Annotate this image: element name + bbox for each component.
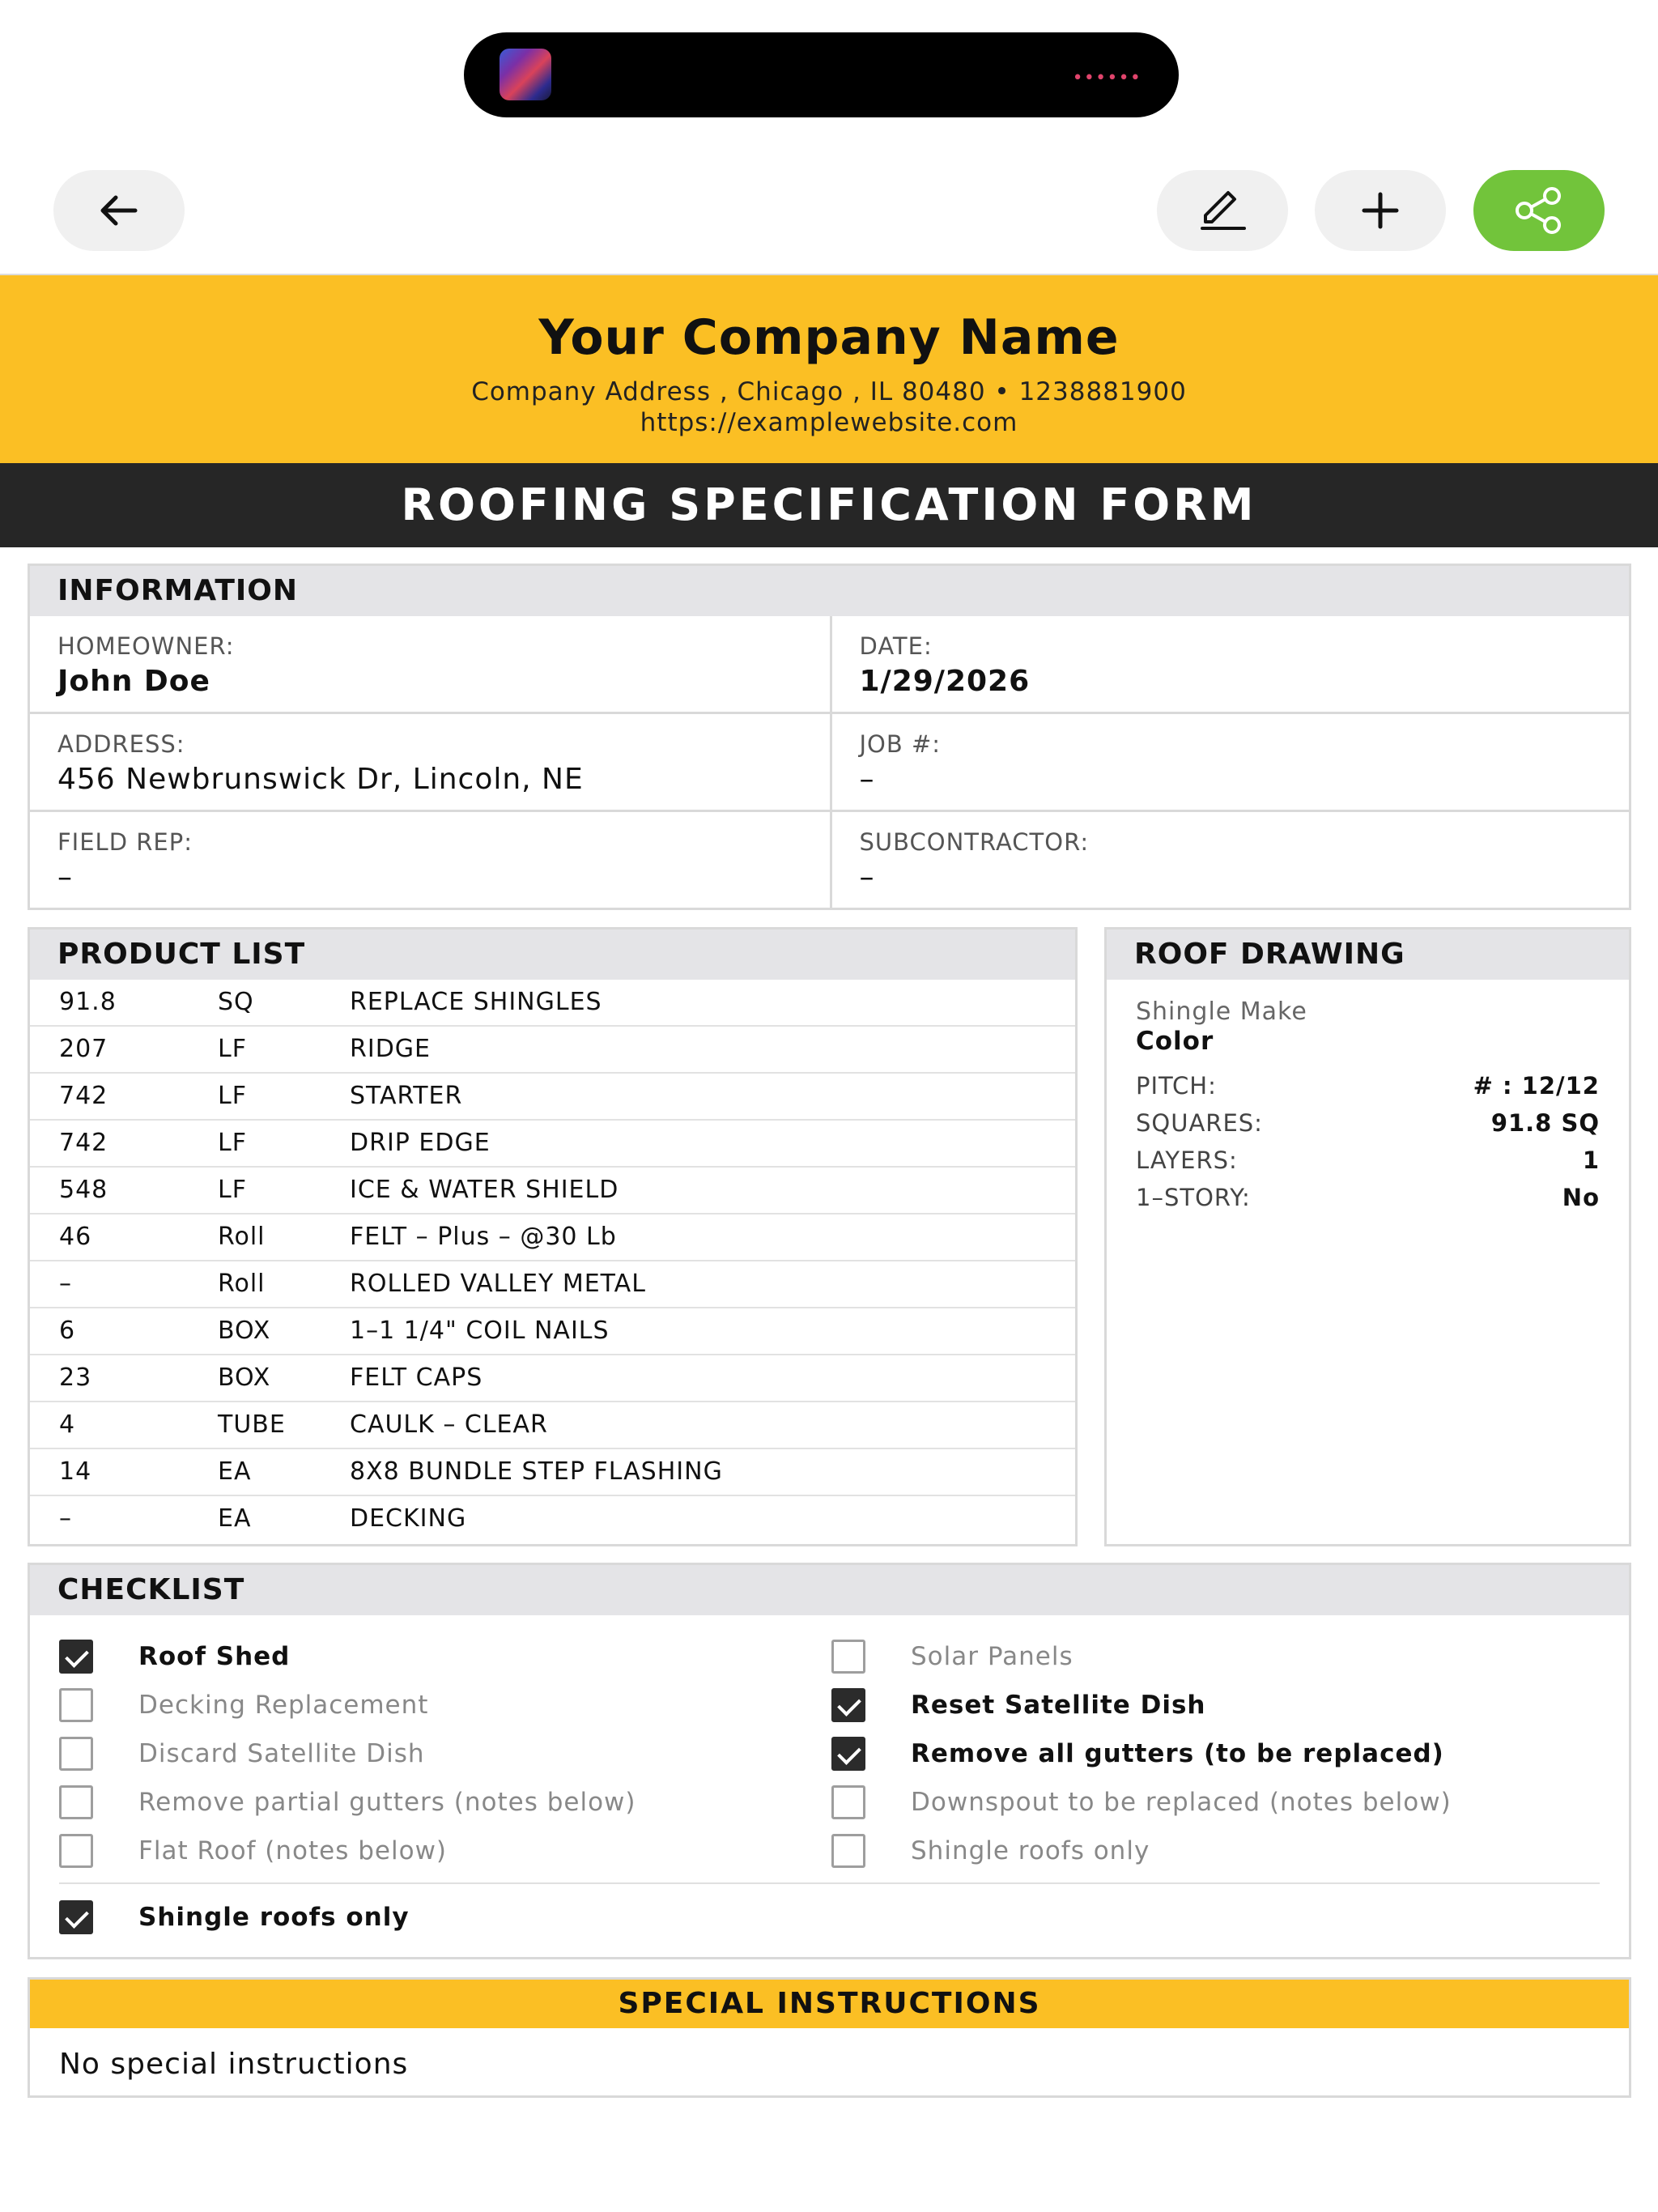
homeowner-label: HOMEOWNER: xyxy=(57,632,235,660)
job-cell xyxy=(830,714,1630,812)
information-section xyxy=(28,564,1631,910)
product-row xyxy=(30,1496,1075,1543)
product-unit: LF xyxy=(218,1082,247,1110)
address-label: ADDRESS: xyxy=(57,730,185,758)
product-qty: 91.8 xyxy=(59,988,117,1016)
add-button[interactable] xyxy=(1315,170,1446,251)
product-desc: FELT CAPS xyxy=(350,1363,483,1392)
product-row xyxy=(30,1214,1075,1261)
company-name: Your Company Name xyxy=(538,309,1120,366)
address-cell xyxy=(30,714,830,812)
spec-label: 1–STORY: xyxy=(1136,1184,1251,1211)
product-list-section xyxy=(28,927,1078,1546)
subcontractor-value: – xyxy=(859,861,875,894)
product-row xyxy=(30,1449,1075,1496)
checklist-label: Shingle roofs only xyxy=(138,1903,410,1932)
share-button[interactable] xyxy=(1473,170,1605,251)
spec-value: 1 xyxy=(1582,1146,1600,1174)
checkbox[interactable] xyxy=(831,1640,865,1674)
checklist-label: Downspout to be replaced (notes below) xyxy=(911,1788,1452,1817)
product-qty: 207 xyxy=(59,1035,108,1063)
product-row xyxy=(30,1121,1075,1168)
checklist-label: Decking Replacement xyxy=(138,1691,429,1720)
product-row xyxy=(30,1308,1075,1355)
product-qty: 742 xyxy=(59,1129,108,1157)
product-qty: 548 xyxy=(59,1176,108,1204)
product-unit: BOX xyxy=(218,1363,271,1392)
date-value: 1/29/2026 xyxy=(859,665,1031,698)
product-qty: 4 xyxy=(59,1410,76,1439)
checklist-label: Shingle roofs only xyxy=(911,1836,1150,1865)
product-unit: EA xyxy=(218,1504,252,1533)
spec-value: # : 12/12 xyxy=(1473,1072,1600,1100)
product-desc: RIDGE xyxy=(350,1035,431,1063)
checklist-section xyxy=(28,1563,1631,1959)
spec-row-pitch xyxy=(1136,1072,1600,1108)
arrow-left-icon xyxy=(93,185,145,236)
subcontractor-label: SUBCONTRACTOR: xyxy=(859,828,1090,856)
spec-label: SQUARES: xyxy=(1136,1109,1263,1137)
checkbox[interactable] xyxy=(831,1785,865,1819)
product-qty: 742 xyxy=(59,1082,108,1110)
shingle-make: Shingle Make xyxy=(1136,998,1307,1026)
product-unit: BOX xyxy=(218,1317,271,1345)
special-instructions-section xyxy=(28,1977,1631,2098)
product-unit: TUBE xyxy=(218,1410,286,1439)
spec-row-layers xyxy=(1136,1146,1600,1182)
pencil-icon xyxy=(1194,185,1251,236)
product-list-header: PRODUCT LIST xyxy=(30,929,1075,980)
information-header: INFORMATION xyxy=(30,566,1629,616)
address-value: 456 Newbrunswick Dr, Lincoln, NE xyxy=(57,763,584,796)
product-desc: REPLACE SHINGLES xyxy=(350,988,602,1016)
plus-icon xyxy=(1354,185,1406,236)
spec-value: 91.8 SQ xyxy=(1490,1109,1600,1137)
checklist-header: CHECKLIST xyxy=(30,1565,1629,1615)
product-row xyxy=(30,1261,1075,1308)
product-unit: Roll xyxy=(218,1223,266,1251)
spec-label: PITCH: xyxy=(1136,1072,1217,1100)
product-qty: 46 xyxy=(59,1223,92,1251)
field-rep-cell xyxy=(30,812,830,910)
field-rep-label: FIELD REP: xyxy=(57,828,193,856)
dynamic-island xyxy=(464,32,1179,117)
product-qty: – xyxy=(59,1270,72,1298)
shingle-color: Color xyxy=(1136,1027,1214,1056)
special-instructions-header: SPECIAL INSTRUCTIONS xyxy=(30,1980,1629,2028)
checkbox[interactable] xyxy=(59,1785,93,1819)
form-title: ROOFING SPECIFICATION FORM xyxy=(0,463,1658,547)
product-qty: 23 xyxy=(59,1363,92,1392)
checklist-label: Flat Roof (notes below) xyxy=(138,1836,448,1865)
product-row xyxy=(30,980,1075,1027)
checkbox[interactable] xyxy=(59,1640,93,1674)
edit-button[interactable] xyxy=(1157,170,1288,251)
product-unit: Roll xyxy=(218,1270,266,1298)
product-qty: – xyxy=(59,1504,72,1533)
now-playing-artwork xyxy=(500,49,551,100)
company-address: Company Address , Chicago , IL 80480 • 1238881900 xyxy=(471,377,1187,406)
checklist-label: Discard Satellite Dish xyxy=(138,1739,425,1768)
toolbar xyxy=(0,162,1658,275)
product-desc: FELT – Plus – @30 Lb xyxy=(350,1223,617,1251)
product-row xyxy=(30,1402,1075,1449)
product-unit: LF xyxy=(218,1035,247,1063)
spec-value: No xyxy=(1562,1184,1600,1211)
product-unit: SQ xyxy=(218,988,254,1016)
company-website: https://examplewebsite.com xyxy=(640,408,1018,437)
date-cell xyxy=(830,616,1630,714)
product-desc: 8X8 BUNDLE STEP FLASHING xyxy=(350,1457,723,1486)
product-unit: LF xyxy=(218,1176,247,1204)
roof-drawing-section xyxy=(1104,927,1631,1546)
checklist-label: Remove all gutters (to be replaced) xyxy=(911,1739,1444,1768)
spec-label: LAYERS: xyxy=(1136,1146,1238,1174)
product-unit: LF xyxy=(218,1129,247,1157)
audio-waveform-icon: •••••• xyxy=(1072,68,1141,88)
homeowner-cell xyxy=(30,616,830,714)
product-desc: CAULK – CLEAR xyxy=(350,1410,548,1439)
product-row xyxy=(30,1355,1075,1402)
product-desc: STARTER xyxy=(350,1082,463,1110)
checkbox[interactable] xyxy=(59,1688,93,1722)
checklist-label: Roof Shed xyxy=(138,1642,291,1671)
checkbox[interactable] xyxy=(59,1834,93,1868)
job-label: JOB #: xyxy=(859,730,942,758)
checkbox[interactable] xyxy=(831,1688,865,1722)
product-desc: DRIP EDGE xyxy=(350,1129,491,1157)
job-value: – xyxy=(859,763,875,796)
checkbox[interactable] xyxy=(59,1900,93,1934)
checklist-divider xyxy=(59,1882,1600,1884)
product-row xyxy=(30,1027,1075,1074)
checklist-label: Solar Panels xyxy=(911,1642,1073,1671)
spec-row-squares xyxy=(1136,1109,1600,1145)
checklist-label: Reset Satellite Dish xyxy=(911,1691,1206,1720)
company-header xyxy=(0,275,1658,463)
field-rep-value: – xyxy=(57,861,73,894)
product-desc: ROLLED VALLEY METAL xyxy=(350,1270,646,1298)
product-qty: 6 xyxy=(59,1317,76,1345)
product-desc: 1–1 1/4" COIL NAILS xyxy=(350,1317,610,1345)
special-instructions-text: No special instructions xyxy=(59,2048,409,2081)
back-button[interactable] xyxy=(53,170,185,251)
product-unit: EA xyxy=(218,1457,252,1486)
roof-drawing-header: ROOF DRAWING xyxy=(1107,929,1629,980)
spec-row-one-story xyxy=(1136,1184,1600,1219)
date-label: DATE: xyxy=(859,632,933,660)
checkbox[interactable] xyxy=(831,1834,865,1868)
product-row xyxy=(30,1168,1075,1214)
checkbox[interactable] xyxy=(59,1737,93,1771)
product-desc: DECKING xyxy=(350,1504,467,1533)
checklist-label: Remove partial gutters (notes below) xyxy=(138,1788,636,1817)
homeowner-value: John Doe xyxy=(57,665,210,698)
share-icon xyxy=(1510,185,1568,236)
checkbox[interactable] xyxy=(831,1737,865,1771)
product-row xyxy=(30,1074,1075,1121)
product-desc: ICE & WATER SHIELD xyxy=(350,1176,619,1204)
subcontractor-cell xyxy=(830,812,1630,910)
product-qty: 14 xyxy=(59,1457,92,1486)
